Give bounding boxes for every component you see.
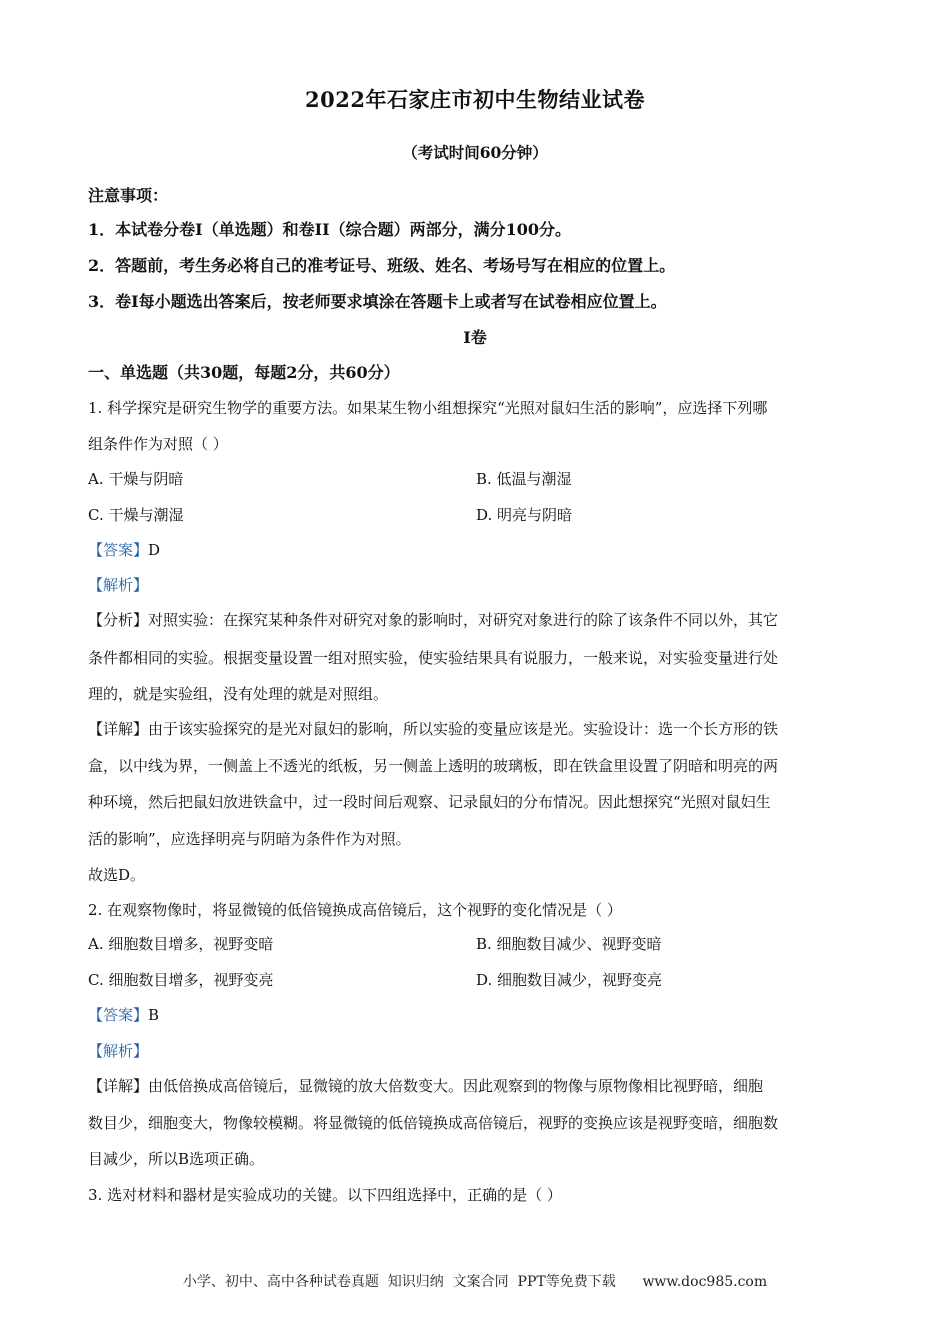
question-stem: 组条件作为对照（ ） (88, 435, 228, 453)
page-title: 2022年石家庄市初中生物结业试卷 (305, 87, 645, 112)
detail-text: 数目少，细胞变大，物像较模糊。将显微镜的低倍镜换成高倍镜后，视野的变换应该是视野变暗，细胞数 (88, 1114, 779, 1132)
question-stem: 1. 科学探究是研究生物学的重要方法。如果某生物小组想探究“光照对鼠妇生活的影响”，应选择下列哪 (88, 399, 768, 417)
exam-duration: （考试时间60分钟） (402, 143, 548, 162)
analysis-tag: 【解析】 (88, 1042, 149, 1060)
answer-tag: 【答案】 (88, 1006, 149, 1024)
fenxi-text: 条件都相同的实验。根据变量设置一组对照实验，使实验结果具有说服力，一般来说，对实验变量进行处 (88, 649, 779, 667)
analysis-tag: 【解析】 (88, 576, 149, 594)
detail-text: 由于该实验探究的是光对鼠妇的影响，所以实验的变量应该是光。实验设计：选一个长方形的铁 (148, 720, 779, 738)
option-b: B. 细胞数目减少、视野变暗 (476, 935, 662, 953)
fenxi-text: 理的，就是实验组，没有处理的就是对照组。 (88, 685, 389, 703)
note-item: 3．卷I每小题选出答案后，按老师要求填涂在答题卡上或者写在试卷相应位置上。 (88, 292, 667, 311)
detail-text: 由低倍换成高倍镜后，显微镜的放大倍数变大。因此观察到的物像与原物像相比视野暗，细胞 (148, 1077, 764, 1095)
detail-text: 盒，以中线为界，一侧盖上不透光的纸板，另一侧盖上透明的玻璃板，即在铁盒里设置了阴暗和明亮的两 (88, 757, 779, 775)
option-b: B. 低温与潮湿 (476, 470, 572, 488)
detail-paragraph (88, 718, 778, 739)
detail-text: 种环境，然后把鼠妇放进铁盒中，过一段时间后观察、记录鼠妇的分布情况。因此想探究“光照对鼠妇生 (88, 793, 771, 811)
option-c: C. 细胞数目增多，视野变亮 (88, 971, 274, 989)
option-d: D. 明亮与阴暗 (476, 506, 573, 524)
answer-line (88, 1004, 159, 1025)
analysis-line (88, 1040, 148, 1061)
question-stem: 2. 在观察物像时，将显微镜的低倍镜换成高倍镜后，这个视野的变化情况是（ ） (88, 901, 622, 919)
option-d: D. 细胞数目减少，视野变亮 (476, 971, 663, 989)
fenxi-tag: 【分析】 (88, 611, 149, 629)
notes-heading: 注意事项： (88, 186, 169, 205)
section-heading: 一、单选题（共30题，每题2分，共60分） (88, 363, 400, 382)
detail-paragraph (88, 1075, 763, 1096)
conclusion: 故选D。 (88, 866, 146, 884)
note-item: 2．答题前，考生务必将自己的准考证号、班级、姓名、考场号写在相应的位置上。 (88, 256, 676, 275)
question-stem: 3. 选对材料和器材是实验成功的关键。以下四组选择中，正确的是（ ） (88, 1186, 562, 1204)
answer-tag: 【答案】 (88, 541, 149, 559)
footer-banner: 小学、初中、高中各种试卷真题 知识归纳 文案合同 PPT等免费下载 www.doc985.com (182, 1274, 768, 1290)
detail-text: 目减少，所以B选项正确。 (88, 1150, 265, 1168)
volume-heading: Ⅰ卷 (463, 328, 487, 347)
fenxi-paragraph (88, 609, 778, 630)
analysis-line (88, 574, 148, 595)
option-a: A. 干燥与阴暗 (88, 470, 184, 488)
answer-line (88, 539, 160, 560)
option-a: A. 细胞数目增多，视野变暗 (88, 935, 274, 953)
option-c: C. 干燥与潮湿 (88, 506, 184, 524)
note-item: 1．本试卷分卷I（单选题）和卷II（综合题）两部分，满分100分。 (88, 220, 571, 239)
answer-value: D (148, 541, 161, 559)
detail-text: 活的影响”，应选择明亮与阴暗为条件作为对照。 (88, 830, 411, 848)
detail-tag: 【详解】 (88, 1077, 149, 1095)
fenxi-text: 对照实验：在探究某种条件对研究对象的影响时，对研究对象进行的除了该条件不同以外，其它 (148, 611, 779, 629)
answer-value: B (148, 1006, 160, 1024)
detail-tag: 【详解】 (88, 720, 149, 738)
